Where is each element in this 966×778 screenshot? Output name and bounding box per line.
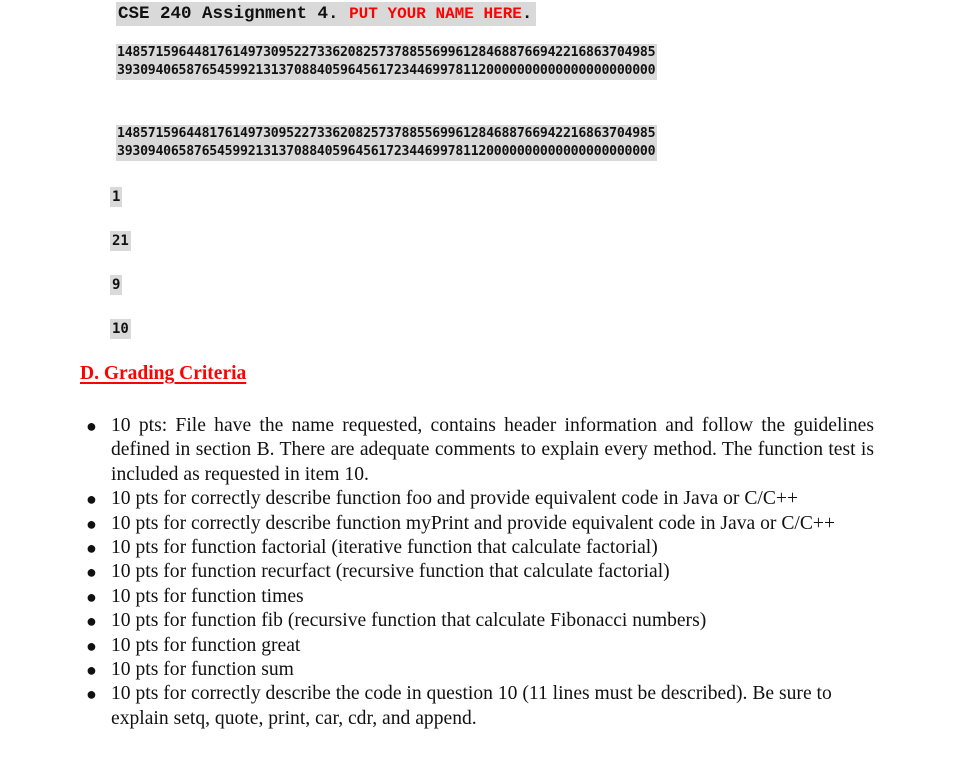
assignment-title: CSE 240 Assignment 4. [118,4,339,24]
bullet-icon: ● [86,416,97,436]
bullet-icon: ● [86,538,97,559]
list-item [84,414,874,487]
list-item [84,536,874,560]
bullet-icon: ● [86,489,97,510]
title-period: . [521,4,533,24]
criterion-text: 10 pts for function great [111,634,301,656]
criterion-text: 10 pts for correctly describe function foo and provide equivalent code in Java or C/C++ [111,488,798,510]
bullet-icon: ● [86,660,97,681]
criterion-text: 10 pts for correctly describe function myPrint and provide equivalent code in Java or C/C++ [111,512,836,534]
output-line: 3930940658765459921313708840596456172344699781120000000000000000000000 [117,63,656,78]
bullet-icon: ● [86,684,97,705]
assignment-title-line [116,2,536,26]
list-item [84,634,874,658]
list-item [84,658,874,682]
list-item [84,560,874,584]
grading-criteria-list [84,414,874,731]
list-item [84,609,874,633]
list-item [84,682,874,731]
criterion-text: 10 pts for function recurfact (recursive function that calculate factorial) [111,561,670,583]
list-item [84,585,874,609]
criterion-text: 10 pts for function factorial (iterative function that calculate factorial) [111,537,658,559]
output-line: 1485715964481761497309522733620825737885569961284688766942216863704985 [117,126,656,141]
criterion-text: 10 pts for function fib (recursive function that calculate Fibonacci numbers) [111,610,707,632]
bullet-icon: ● [86,586,97,607]
list-item [84,487,874,511]
criterion-text: 10 pts: File have the name requested, contains header information and follow the guidelines defined in section B. There are adequate comments to explain every method. The function test is included as requested in item 10. [111,415,874,485]
criterion-text: 10 pts for function sum [111,659,294,681]
bullet-icon: ● [86,562,97,583]
criterion-text: 10 pts for function times [111,585,304,607]
criterion-text: 10 pts for correctly describe the code in question 10 (11 lines must be described). Be sure to explain setq, quote, print, car, cdr, and append. [111,683,832,729]
output-value: 9 [112,277,121,293]
output-value: 10 [112,321,129,337]
bullet-icon: ● [86,611,97,632]
list-item [84,512,874,536]
bullet-icon: ● [86,513,97,534]
output-line: 14857159644817614973095227336208257378855699612846887669422168637049​85 [117,45,656,60]
name-placeholder: PUT YOUR NAME HERE [349,5,522,23]
output-value: 21 [112,233,129,249]
output-line: 3930940658765459921313708840596456172344699781120000000000000000000000 [117,144,656,159]
second-output-block [116,125,657,161]
bullet-icon: ● [86,635,97,656]
first-output-block [116,44,657,80]
section-heading: D. Grading Criteria [80,363,247,384]
output-value: 1 [112,189,121,205]
